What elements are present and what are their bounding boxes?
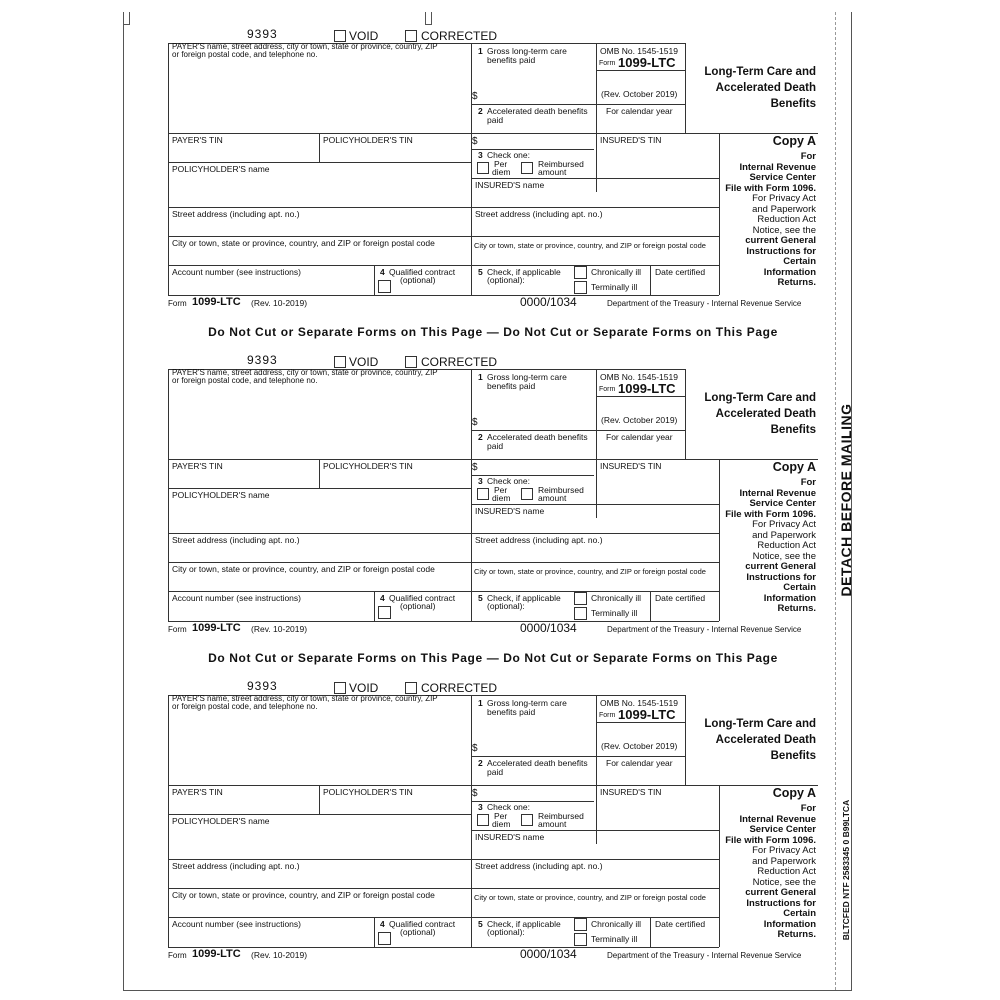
footer-form-word: Form <box>168 299 187 308</box>
box4-number: 4 <box>380 919 385 929</box>
box5-label: Check, if applicable <box>487 593 561 603</box>
copy-a-instructions <box>722 152 816 289</box>
rule <box>168 265 719 266</box>
date-certified-label: Date certified <box>655 267 706 277</box>
rule <box>471 430 685 431</box>
chronically-ill-label: Chronically ill <box>591 593 642 603</box>
separator-notice: Do Not Cut or Separate Forms on This Page — Do Not Cut or Separate Forms on This Page <box>208 651 778 665</box>
form-number-code: 9393 <box>247 353 278 367</box>
box5-label-2: (optional): <box>487 927 525 937</box>
rule <box>471 43 472 295</box>
copy-a-line-2: Internal Revenue <box>739 813 816 825</box>
void-label: VOID <box>349 681 379 695</box>
copy-a-line-11: Certain <box>783 908 816 919</box>
box3-number: 3 <box>478 150 483 160</box>
reimbursed-checkbox[interactable] <box>521 814 533 826</box>
rule <box>374 917 375 947</box>
terminally-ill-checkbox[interactable] <box>574 281 587 294</box>
heading-line-3: Benefits <box>770 424 816 436</box>
heading-line-3: Benefits <box>770 98 816 110</box>
reimbursed-checkbox[interactable] <box>521 162 533 174</box>
form-word: Form <box>599 60 616 67</box>
top-tab-right <box>425 12 432 25</box>
copy-a-line-2: Internal Revenue <box>739 161 816 173</box>
insured-street-label: Street address (including apt. no.) <box>475 535 603 545</box>
corrected-label: CORRECTED <box>421 681 498 695</box>
copy-a-line-4: File with Form 1096. <box>725 182 816 194</box>
rule <box>168 859 719 860</box>
rule <box>471 369 472 621</box>
void-checkbox[interactable] <box>334 30 346 42</box>
insured-street-label: Street address (including apt. no.) <box>475 861 603 871</box>
omb-number: OMB No. 1545-1519 <box>600 698 678 708</box>
payer-label: PAYER'S name, street address, city or town, state or province, country, ZIP <box>172 368 438 377</box>
corrected-label: CORRECTED <box>421 355 498 369</box>
corrected-checkbox[interactable] <box>405 356 417 368</box>
copy-a-line-13: Returns. <box>777 277 816 288</box>
box2-number: 2 <box>478 758 483 768</box>
top-tab-left <box>123 12 130 25</box>
form-heading <box>688 390 816 438</box>
calendar-year-label: For calendar year <box>606 106 673 116</box>
rule <box>168 917 719 918</box>
policyholder-name-label: POLICYHOLDER'S name <box>172 816 270 826</box>
street-address-label: Street address (including apt. no.) <box>172 861 300 871</box>
detach-notice: DETACH BEFORE MAILING <box>838 403 854 597</box>
terminally-ill-label: Terminally ill <box>591 608 638 618</box>
policyholder-name-label: POLICYHOLDER'S name <box>172 164 270 174</box>
footer-department: Department of the Treasury - Internal Revenue Service <box>607 625 802 634</box>
payer-label: PAYER'S name, street address, city or town, state or province, country, ZIP <box>172 42 438 51</box>
void-checkbox[interactable] <box>334 682 346 694</box>
heading-line-1: Long-Term Care and <box>704 392 816 404</box>
rule <box>168 488 471 489</box>
corrected-checkbox[interactable] <box>405 682 417 694</box>
footer-department: Department of the Treasury - Internal Revenue Service <box>607 951 802 960</box>
form-heading <box>688 716 816 764</box>
insured-tin-label: INSURED'S TIN <box>600 135 662 145</box>
terminally-ill-label: Terminally ill <box>591 934 638 944</box>
box2-label-2: paid <box>487 767 504 777</box>
reimbursed-label: Reimbursed <box>538 159 584 169</box>
calendar-year-label: For calendar year <box>606 758 673 768</box>
rule <box>719 459 720 621</box>
payer-tin-label: PAYER'S TIN <box>172 461 223 471</box>
per-diem-label-2: diem <box>492 819 511 829</box>
rule <box>471 695 472 947</box>
rule <box>168 621 719 622</box>
copy-a-line-13: Returns. <box>777 603 816 614</box>
street-address-label: Street address (including apt. no.) <box>172 535 300 545</box>
box3-label: Check one: <box>487 476 530 486</box>
copy-a-line-11: Certain <box>783 582 816 593</box>
rule <box>168 533 719 534</box>
omb-number: OMB No. 1545-1519 <box>600 46 678 56</box>
revision-date: (Rev. October 2019) <box>601 741 678 751</box>
rule <box>471 830 719 831</box>
per-diem-checkbox[interactable] <box>477 814 489 826</box>
reimbursed-label-2: amount <box>538 493 567 503</box>
copy-a-line-9: current General <box>745 887 816 898</box>
box4-label-2: (optional) <box>400 601 436 611</box>
insured-name-label: INSURED'S name <box>475 832 545 842</box>
footer-form-code: 0000/1034 <box>520 295 577 309</box>
footer-revision: (Rev. 10-2019) <box>251 624 308 634</box>
city-label: City or town, state or province, country, and ZIP or foreign postal code <box>172 238 435 248</box>
revision-date: (Rev. October 2019) <box>601 415 678 425</box>
rule <box>319 133 320 162</box>
rule <box>719 133 720 295</box>
copy-a-instructions <box>722 804 816 941</box>
rule <box>685 43 686 133</box>
copy-a-line-1: For <box>800 151 816 162</box>
copy-a-heading: Copy A <box>772 786 816 800</box>
copy-a-line-1: For <box>800 477 816 488</box>
rule <box>168 591 719 592</box>
reimbursed-label: Reimbursed <box>538 811 584 821</box>
box1-number: 1 <box>478 46 483 56</box>
rule <box>168 295 719 296</box>
rule <box>650 591 651 621</box>
copy-a-instructions <box>722 478 816 615</box>
policyholder-tin-label: POLICYHOLDER'S TIN <box>323 787 413 797</box>
box3-dollar: $ <box>472 136 478 147</box>
box2-label: Accelerated death benefits <box>487 758 588 768</box>
box4-label: Qualified contract <box>389 267 456 277</box>
box3-number: 3 <box>478 476 483 486</box>
copy-a-line-9: current General <box>745 561 816 572</box>
insured-tin-label: INSURED'S TIN <box>600 787 662 797</box>
footer-department: Department of the Treasury - Internal Revenue Service <box>607 299 802 308</box>
rule <box>685 369 686 459</box>
rule <box>685 695 686 785</box>
copy-a-line-10: Instructions for <box>746 897 816 909</box>
copy-a-line-6: and Paperwork <box>752 203 816 215</box>
box2-label: Accelerated death benefits <box>487 106 588 116</box>
omb-number: OMB No. 1545-1519 <box>600 372 678 382</box>
copy-a-line-8: Notice, see the <box>752 876 816 888</box>
date-certified-label: Date certified <box>655 593 706 603</box>
reimbursed-label: Reimbursed <box>538 485 584 495</box>
box1-number: 1 <box>478 698 483 708</box>
copy-a-line-3: Service Center <box>749 824 816 835</box>
copy-a-line-7: Reduction Act <box>757 866 816 877</box>
footer-form-name: 1099-LTC <box>192 296 241 308</box>
box1-label: Gross long-term care <box>487 372 567 382</box>
rule <box>374 265 375 295</box>
copy-a-line-10: Instructions for <box>746 571 816 583</box>
reimbursed-label-2: amount <box>538 167 567 177</box>
rule <box>168 695 169 947</box>
heading-line-2: Accelerated Death <box>715 734 816 746</box>
payer-tin-label: PAYER'S TIN <box>172 135 223 145</box>
box1-label-2: benefits paid <box>487 55 536 65</box>
copy-a-line-4: File with Form 1096. <box>725 834 816 846</box>
insured-street-label: Street address (including apt. no.) <box>475 209 603 219</box>
box5-number: 5 <box>478 267 483 277</box>
rule <box>596 695 597 844</box>
heading-line-1: Long-Term Care and <box>704 66 816 78</box>
box2-label-2: paid <box>487 115 504 125</box>
insured-name-label: INSURED'S name <box>475 506 545 516</box>
per-diem-label-2: diem <box>492 167 511 177</box>
copy-a-line-8: Notice, see the <box>752 550 816 562</box>
rule <box>596 396 685 397</box>
copy-a-line-12: Information <box>763 918 816 930</box>
void-label: VOID <box>349 355 379 369</box>
rule <box>596 369 597 518</box>
copy-a-line-7: Reduction Act <box>757 540 816 551</box>
box5-label: Check, if applicable <box>487 919 561 929</box>
rule <box>596 43 597 192</box>
payer-tin-label: PAYER'S TIN <box>172 787 223 797</box>
date-certified-label: Date certified <box>655 919 706 929</box>
heading-line-2: Accelerated Death <box>715 82 816 94</box>
qualified-contract-checkbox[interactable] <box>378 932 391 945</box>
qualified-contract-checkbox[interactable] <box>378 606 391 619</box>
chronically-ill-label: Chronically ill <box>591 267 642 277</box>
calendar-year-label: For calendar year <box>606 432 673 442</box>
insured-city-label: City or town, state or province, country, and ZIP or foreign postal code <box>474 567 706 576</box>
payer-label-2: or foreign postal code, and telephone no. <box>172 376 318 385</box>
footer-form-name: 1099-LTC <box>192 948 241 960</box>
box4-label: Qualified contract <box>389 919 456 929</box>
side-code-text: BLTCFED NTF 2583345 0 B99LTCA <box>841 799 851 941</box>
copy-a-heading: Copy A <box>772 460 816 474</box>
footer-revision: (Rev. 10-2019) <box>251 298 308 308</box>
copy-a-line-4: File with Form 1096. <box>725 508 816 520</box>
form-title: 1099-LTC <box>618 707 676 722</box>
rule <box>168 947 719 948</box>
rule <box>471 504 719 505</box>
rule <box>168 133 818 134</box>
box3-dollar: $ <box>472 788 478 799</box>
box5-label-2: (optional): <box>487 275 525 285</box>
rule <box>471 756 685 757</box>
separator-notice: Do Not Cut or Separate Forms on This Page — Do Not Cut or Separate Forms on This Page <box>208 325 778 339</box>
box2-label-2: paid <box>487 441 504 451</box>
copy-a-line-5: For Privacy Act <box>752 193 816 204</box>
revision-date: (Rev. October 2019) <box>601 89 678 99</box>
rule <box>168 207 719 208</box>
rule <box>168 785 818 786</box>
box5-label: Check, if applicable <box>487 267 561 277</box>
rule <box>168 369 169 621</box>
form-heading <box>688 64 816 112</box>
per-diem-checkbox[interactable] <box>477 162 489 174</box>
box1-number: 1 <box>478 372 483 382</box>
rule <box>650 265 651 295</box>
footer-form-code: 0000/1034 <box>520 947 577 961</box>
box5-number: 5 <box>478 593 483 603</box>
qualified-contract-checkbox[interactable] <box>378 280 391 293</box>
corrected-label: CORRECTED <box>421 29 498 43</box>
copy-a-line-2: Internal Revenue <box>739 487 816 499</box>
box2-number: 2 <box>478 432 483 442</box>
copy-a-line-11: Certain <box>783 256 816 267</box>
form-word: Form <box>599 386 616 393</box>
box4-label: Qualified contract <box>389 593 456 603</box>
account-number-label: Account number (see instructions) <box>172 267 301 277</box>
payer-label: PAYER'S name, street address, city or town, state or province, country, ZIP <box>172 694 438 703</box>
copy-a-line-8: Notice, see the <box>752 224 816 236</box>
box2-number: 2 <box>478 106 483 116</box>
city-label: City or town, state or province, country, and ZIP or foreign postal code <box>172 564 435 574</box>
copy-a-line-3: Service Center <box>749 498 816 509</box>
copy-a-line-12: Information <box>763 592 816 604</box>
box3-label: Check one: <box>487 150 530 160</box>
copy-a-line-9: current General <box>745 235 816 246</box>
box1-label: Gross long-term care <box>487 46 567 56</box>
box3-number: 3 <box>478 802 483 812</box>
form-word: Form <box>599 712 616 719</box>
reimbursed-checkbox[interactable] <box>521 488 533 500</box>
rule <box>168 562 719 563</box>
rule <box>719 785 720 947</box>
copy-a-line-3: Service Center <box>749 172 816 183</box>
box1-label: Gross long-term care <box>487 698 567 708</box>
footer-form-code: 0000/1034 <box>520 621 577 635</box>
rule <box>471 178 719 179</box>
rule <box>650 917 651 947</box>
box1-dollar: $ <box>472 417 478 428</box>
void-checkbox[interactable] <box>334 356 346 368</box>
box4-number: 4 <box>380 593 385 603</box>
policyholder-name-label: POLICYHOLDER'S name <box>172 490 270 500</box>
rule <box>168 814 471 815</box>
box1-dollar: $ <box>472 91 478 102</box>
terminally-ill-label: Terminally ill <box>591 282 638 292</box>
footer-form-word: Form <box>168 951 187 960</box>
copy-a-line-5: For Privacy Act <box>752 519 816 530</box>
box3-dollar: $ <box>472 462 478 473</box>
copy-a-line-6: and Paperwork <box>752 529 816 541</box>
corrected-checkbox[interactable] <box>405 30 417 42</box>
box3-label: Check one: <box>487 802 530 812</box>
rule <box>319 785 320 814</box>
rule <box>319 459 320 488</box>
insured-tin-label: INSURED'S TIN <box>600 461 662 471</box>
per-diem-checkbox[interactable] <box>477 488 489 500</box>
copy-a-line-7: Reduction Act <box>757 214 816 225</box>
insured-city-label: City or town, state or province, country, and ZIP or foreign postal code <box>474 893 706 902</box>
account-number-label: Account number (see instructions) <box>172 593 301 603</box>
rule <box>168 162 471 163</box>
footer-form-name: 1099-LTC <box>192 622 241 634</box>
rule <box>168 888 719 889</box>
form-title: 1099-LTC <box>618 55 676 70</box>
copy-a-line-10: Instructions for <box>746 245 816 257</box>
rule <box>168 459 818 460</box>
rule <box>596 70 685 71</box>
city-label: City or town, state or province, country, and ZIP or foreign postal code <box>172 890 435 900</box>
per-diem-label: Per <box>494 811 508 821</box>
account-number-label: Account number (see instructions) <box>172 919 301 929</box>
rule <box>168 236 719 237</box>
rule <box>596 722 685 723</box>
chronically-ill-label: Chronically ill <box>591 919 642 929</box>
box4-label-2: (optional) <box>400 927 436 937</box>
street-address-label: Street address (including apt. no.) <box>172 209 300 219</box>
heading-line-2: Accelerated Death <box>715 408 816 420</box>
box4-number: 4 <box>380 267 385 277</box>
chronically-ill-checkbox[interactable] <box>574 266 587 279</box>
box5-label-2: (optional): <box>487 601 525 611</box>
insured-city-label: City or town, state or province, country, and ZIP or foreign postal code <box>474 241 706 250</box>
box1-label-2: benefits paid <box>487 707 536 717</box>
footer-form-word: Form <box>168 625 187 634</box>
copy-a-line-5: For Privacy Act <box>752 845 816 856</box>
box1-label-2: benefits paid <box>487 381 536 391</box>
heading-line-3: Benefits <box>770 750 816 762</box>
box1-dollar: $ <box>472 743 478 754</box>
copy-a-line-6: and Paperwork <box>752 855 816 867</box>
per-diem-label: Per <box>494 159 508 169</box>
terminally-ill-checkbox[interactable] <box>574 933 587 946</box>
box4-label-2: (optional) <box>400 275 436 285</box>
form-number-code: 9393 <box>247 27 278 41</box>
copy-a-line-1: For <box>800 803 816 814</box>
per-diem-label: Per <box>494 485 508 495</box>
policyholder-tin-label: POLICYHOLDER'S TIN <box>323 135 413 145</box>
form-title: 1099-LTC <box>618 381 676 396</box>
payer-label-2: or foreign postal code, and telephone no. <box>172 702 318 711</box>
form-number-code: 9393 <box>247 679 278 693</box>
copy-a-line-12: Information <box>763 266 816 278</box>
reimbursed-label-2: amount <box>538 819 567 829</box>
chronically-ill-checkbox[interactable] <box>574 592 587 605</box>
rule <box>374 591 375 621</box>
payer-label-2: or foreign postal code, and telephone no. <box>172 50 318 59</box>
void-label: VOID <box>349 29 379 43</box>
heading-line-1: Long-Term Care and <box>704 718 816 730</box>
box2-label: Accelerated death benefits <box>487 432 588 442</box>
chronically-ill-checkbox[interactable] <box>574 918 587 931</box>
per-diem-label-2: diem <box>492 493 511 503</box>
policyholder-tin-label: POLICYHOLDER'S TIN <box>323 461 413 471</box>
rule <box>471 104 685 105</box>
footer-revision: (Rev. 10-2019) <box>251 950 308 960</box>
insured-name-label: INSURED'S name <box>475 180 545 190</box>
copy-a-heading: Copy A <box>772 134 816 148</box>
rule <box>168 43 169 295</box>
terminally-ill-checkbox[interactable] <box>574 607 587 620</box>
box5-number: 5 <box>478 919 483 929</box>
copy-a-line-13: Returns. <box>777 929 816 940</box>
